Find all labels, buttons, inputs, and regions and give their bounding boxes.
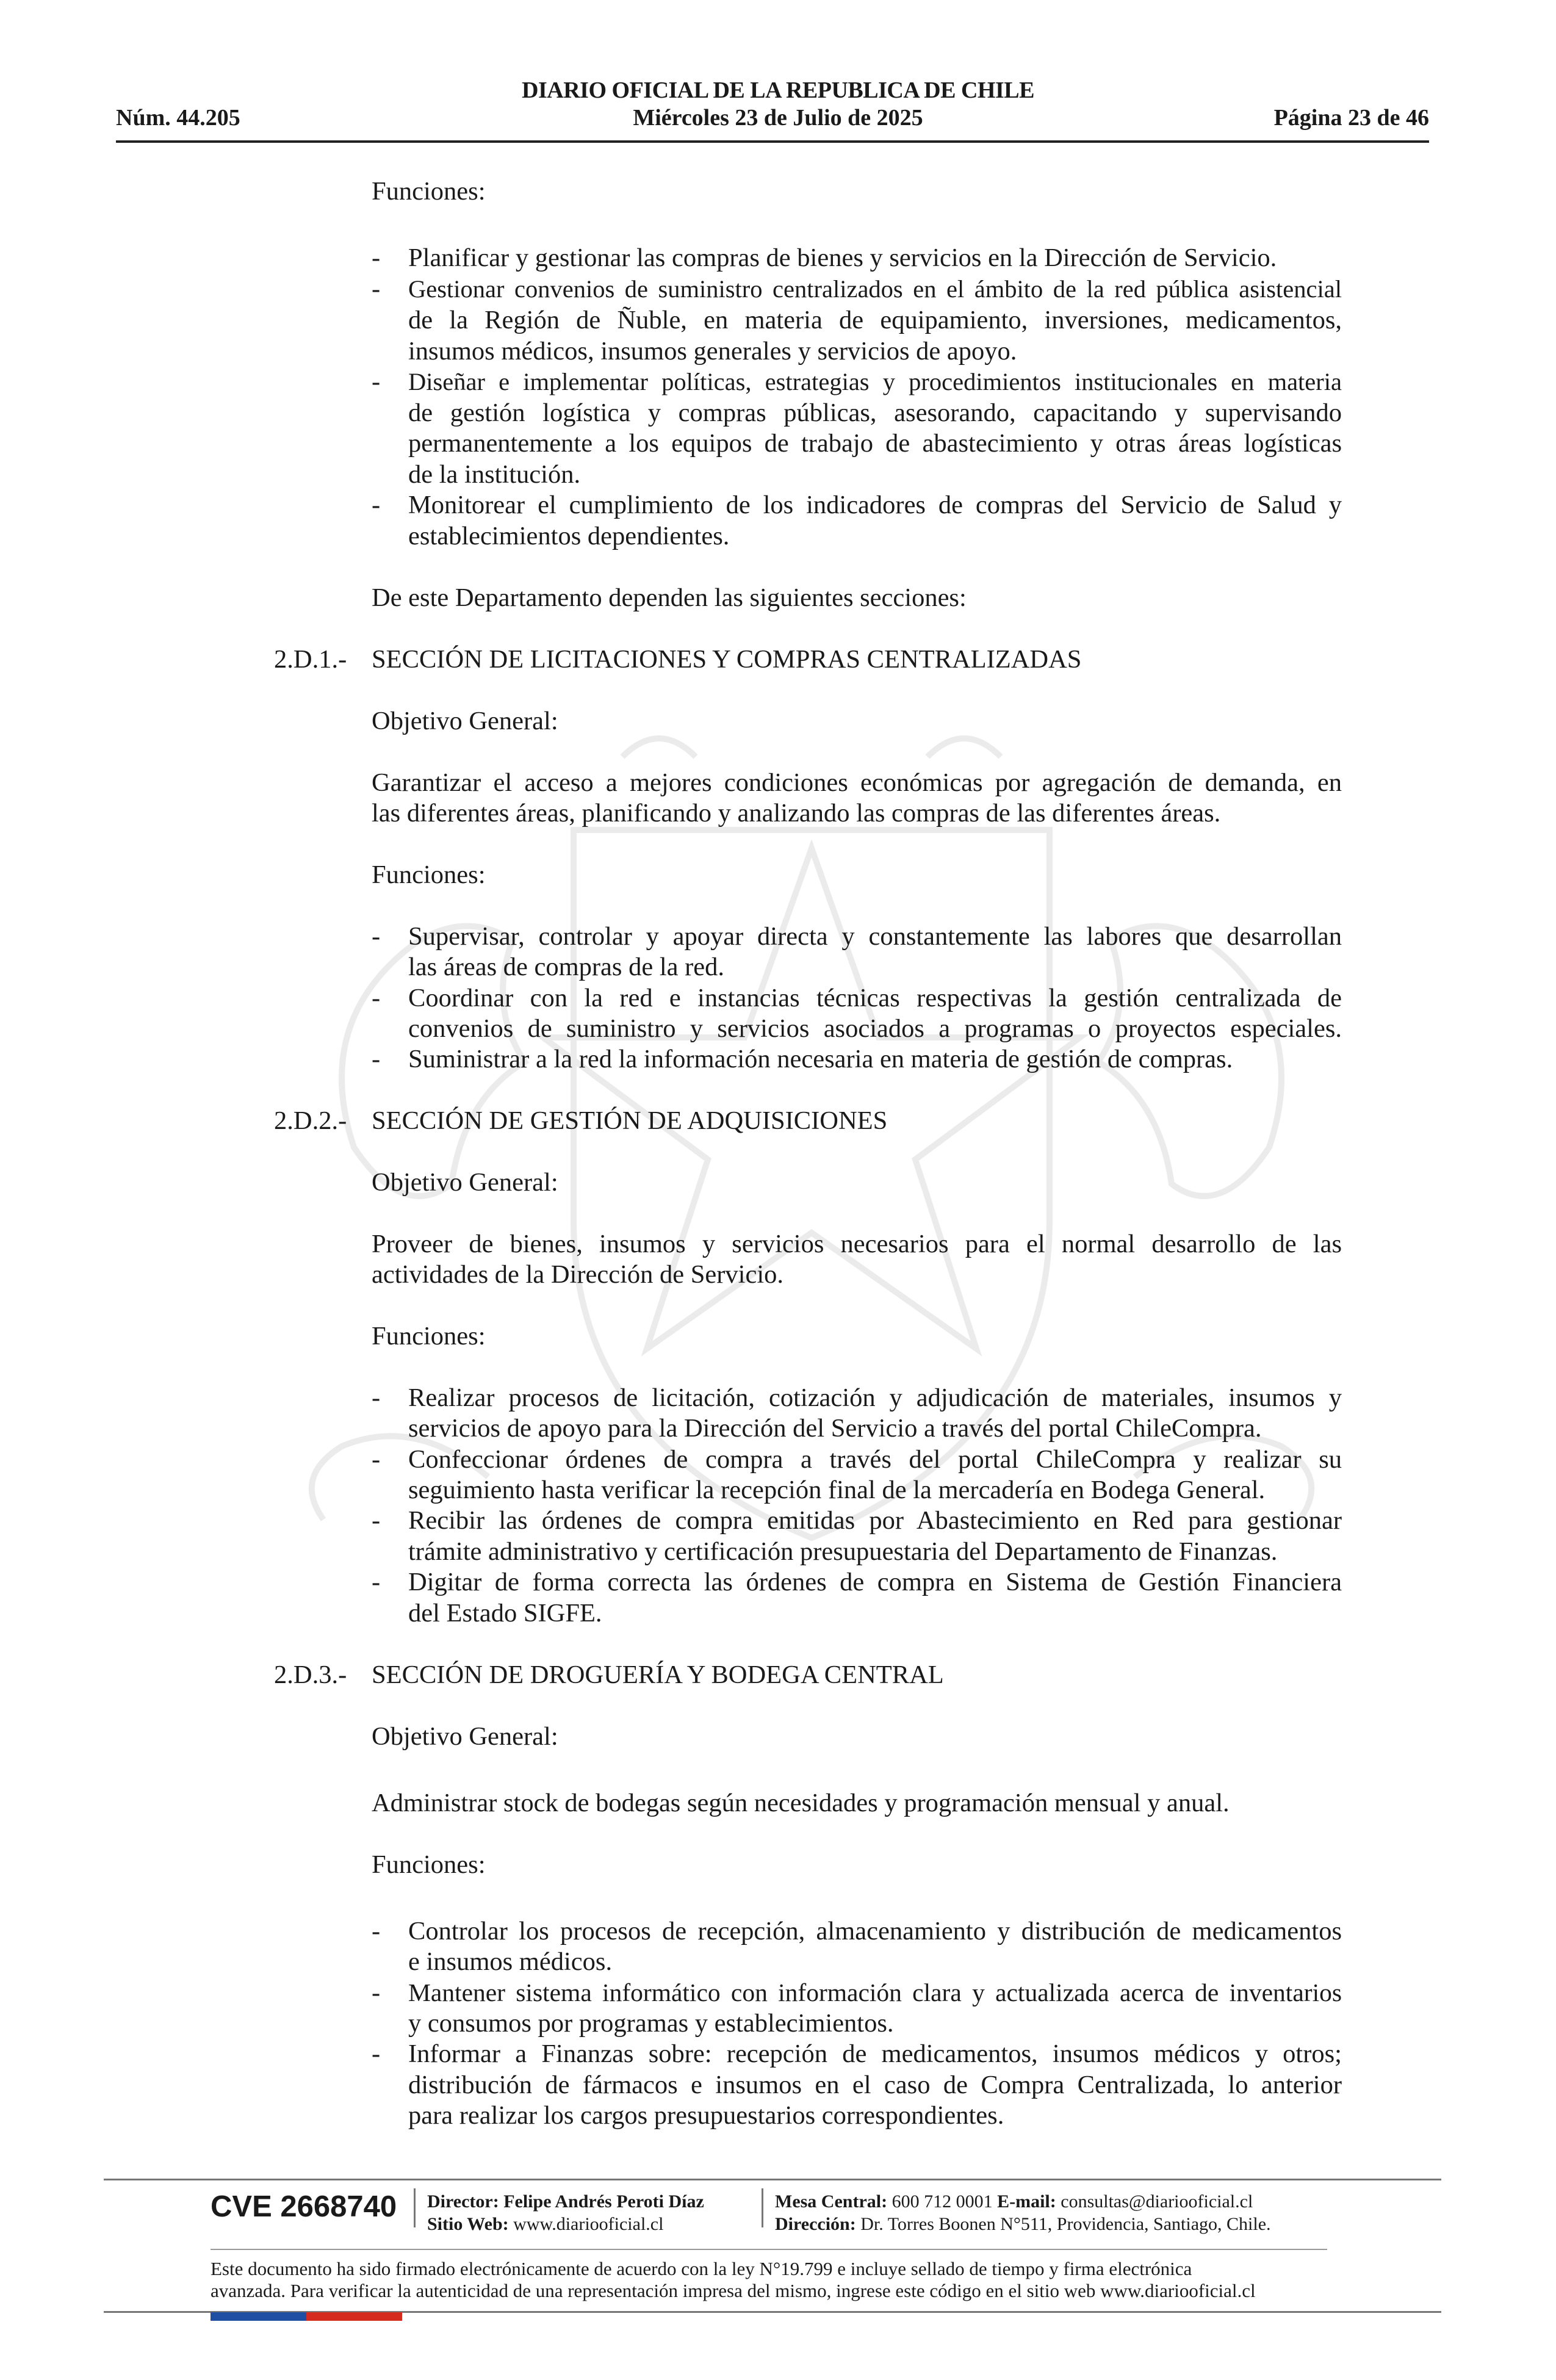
- issue-number: Núm. 44.205: [116, 105, 240, 131]
- page-number: Página 23 de 46: [1273, 105, 1429, 131]
- objetivo-text: actividades de la Dirección de Servicio.: [372, 1260, 783, 1289]
- bullet-line: Diseñar e implementar políticas, estrategias y procedimientos institucionales en materia: [408, 368, 1342, 395]
- footer-rule: [211, 2249, 1327, 2250]
- bullet-line: distribución de fármacos e insumos en el caso de Compra Centralizada, lo anterior: [408, 2071, 1342, 2099]
- bullet-line: convenios de suministro y servicios asociados a programas o proyectos especiales.: [408, 1014, 1342, 1043]
- bullet-line: Planificar y gestionar las compras de bienes y servicios en la Dirección de Servicio.: [408, 243, 1277, 272]
- bullet-line: Supervisar, controlar y apoyar directa y constantemente las labores que desarrollan: [408, 922, 1342, 951]
- bullet-line: trámite administrativo y certificación presupuestaria del Departamento de Finanzas.: [408, 1537, 1278, 1566]
- legal-notice-line: avanzada. Para verificar la autenticidad de una representación impresa del mismo, ingrese este código en el sitio web www.diariooficial.cl: [211, 2280, 1256, 2301]
- objetivo-label: Objetivo General:: [372, 1722, 558, 1751]
- funciones-label: Funciones:: [372, 1850, 486, 1879]
- bullet-line: de gestión logística y compras públicas, asesorando, capacitando y supervisando: [408, 398, 1342, 427]
- legal-notice-line: Este documento ha sido firmado electrónicamente de acuerdo con la ley N°19.799 e incluye sellado de tiempo y firma electrónica: [211, 2258, 1192, 2279]
- bullet-line: de la Región de Ñuble, en materia de equipamiento, inversiones, medicamentos,: [408, 306, 1342, 334]
- bullet-dash: -: [372, 922, 381, 951]
- section-number: 2.D.2.-: [274, 1106, 347, 1135]
- footer-separator: [414, 2188, 416, 2227]
- bullet-dash: -: [372, 243, 381, 272]
- bullet-line: establecimientos dependientes.: [408, 522, 730, 550]
- funciones-label: Funciones:: [372, 860, 486, 889]
- website-line: [427, 2213, 663, 2235]
- objetivo-text: Proveer de bienes, insumos y servicios necesarios para el normal desarrollo de las: [372, 1230, 1342, 1258]
- email-label: E-mail:: [997, 2191, 1056, 2212]
- bullet-line: las áreas de compras de la red.: [408, 953, 725, 981]
- newspaper-title: DIARIO OFICIAL DE LA REPUBLICA DE CHILE: [522, 78, 1034, 103]
- bullet-dash: -: [372, 2039, 381, 2068]
- bullet-dash: -: [372, 1568, 381, 1596]
- bullet-line: permanentemente a los equipos de trabajo de abastecimiento y otras áreas logísticas: [408, 429, 1342, 458]
- bullet-line: Monitorear el cumplimiento de los indicadores de compras del Servicio de Salud y: [408, 491, 1342, 519]
- address-line: [775, 2213, 1271, 2235]
- bullet-dash: -: [372, 1978, 381, 2007]
- mesa-label: Mesa Central:: [775, 2191, 888, 2212]
- address-text: Dr. Torres Boonen N°511, Providencia, Santiago, Chile.: [860, 2214, 1271, 2234]
- email-link[interactable]: consultas@diariooficial.cl: [1061, 2191, 1253, 2212]
- bullet-line: servicios de apoyo para la Dirección del Servicio a través del portal ChileCompra.: [408, 1414, 1262, 1443]
- bullet-line: e insumos médicos.: [408, 1947, 613, 1976]
- dependencia-text: De este Departamento dependen las siguientes secciones:: [372, 583, 967, 612]
- bullet-dash: -: [372, 1383, 381, 1412]
- section-number: 2.D.3.-: [274, 1661, 347, 1689]
- flag-stripe-blue: [211, 2312, 306, 2321]
- cve-code: CVE 2668740: [211, 2190, 397, 2223]
- footer-rule: [104, 2179, 1441, 2180]
- bullet-dash: -: [372, 1445, 381, 1474]
- director-label: Director:: [427, 2191, 499, 2212]
- objetivo-text: Administrar stock de bodegas según necesidades y programación mensual y anual.: [372, 1789, 1230, 1817]
- bullet-line: Confeccionar órdenes de compra a través del portal ChileCompra y realizar su: [408, 1445, 1342, 1474]
- objetivo-label: Objetivo General:: [372, 707, 558, 735]
- section-title: SECCIÓN DE GESTIÓN DE ADQUISICIONES: [372, 1106, 888, 1135]
- website-label: Sitio Web:: [427, 2214, 509, 2234]
- bullet-line: seguimiento hasta verificar la recepción final de la mercadería en Bodega General.: [408, 1476, 1266, 1504]
- bullet-line: Coordinar con la red e instancias técnicas respectivas la gestión centralizada de: [408, 984, 1342, 1012]
- mesa-phone: 600 712 0001: [891, 2191, 993, 2212]
- footer-separator: [762, 2188, 763, 2227]
- director-line: [427, 2190, 704, 2213]
- header-rule: [116, 140, 1429, 143]
- bullet-line: Digitar de forma correcta las órdenes de compra en Sistema de Gestión Financiera: [408, 1568, 1342, 1596]
- bullet-line: Informar a Finanzas sobre: recepción de medicamentos, insumos médicos y otros;: [408, 2039, 1342, 2068]
- bullet-dash: -: [372, 1045, 381, 1073]
- address-label: Dirección:: [775, 2214, 856, 2234]
- bullet-dash: -: [372, 367, 381, 396]
- bullet-line: Controlar los procesos de recepción, almacenamiento y distribución de medicamentos: [408, 1917, 1342, 1945]
- bullet-line: Recibir las órdenes de compra emitidas por Abastecimiento en Red para gestionar: [408, 1506, 1342, 1535]
- funciones-label: Funciones:: [372, 1322, 486, 1350]
- bullet-line: de la institución.: [408, 460, 581, 489]
- objetivo-text: las diferentes áreas, planificando y analizando las compras de las diferentes áreas.: [372, 799, 1221, 828]
- bullet-line: Gestionar convenios de suministro centralizados en el ámbito de la red pública asistencial: [408, 275, 1342, 303]
- section-number: 2.D.1.-: [274, 645, 347, 674]
- section-title: SECCIÓN DE LICITACIONES Y COMPRAS CENTRALIZADAS: [372, 645, 1082, 674]
- bullet-line: insumos médicos, insumos generales y servicios de apoyo.: [408, 337, 1017, 366]
- flag-stripe-red: [306, 2312, 402, 2321]
- funciones-label: Funciones:: [372, 177, 486, 206]
- section-title: SECCIÓN DE DROGUERÍA Y BODEGA CENTRAL: [372, 1661, 944, 1689]
- bullet-line: Suministrar a la red la información necesaria en materia de gestión de compras.: [408, 1045, 1233, 1073]
- bullet-dash: -: [372, 1506, 381, 1535]
- objetivo-text: Garantizar el acceso a mejores condiciones económicas por agregación de demanda, en: [372, 768, 1342, 797]
- website-link[interactable]: www.diariooficial.cl: [513, 2214, 664, 2234]
- bullet-line: Realizar procesos de licitación, cotización y adjudicación de materiales, insumos y: [408, 1383, 1342, 1412]
- bullet-dash: -: [372, 1917, 381, 1945]
- objetivo-label: Objetivo General:: [372, 1168, 558, 1197]
- bullet-line: del Estado SIGFE.: [408, 1599, 602, 1628]
- bullet-dash: -: [372, 275, 381, 303]
- bullet-dash: -: [372, 491, 381, 519]
- bullet-line: y consumos por programas y establecimientos.: [408, 2009, 894, 2038]
- bullet-dash: -: [372, 984, 381, 1012]
- bullet-line: Mantener sistema informático con información clara y actualizada acerca de inventarios: [408, 1978, 1342, 2007]
- issue-date: Miércoles 23 de Julio de 2025: [633, 105, 923, 131]
- bullet-line: para realizar los cargos presupuestarios correspondientes.: [408, 2101, 1004, 2130]
- director-name: Felipe Andrés Peroti Díaz: [503, 2191, 704, 2212]
- contact-line: [775, 2190, 1253, 2213]
